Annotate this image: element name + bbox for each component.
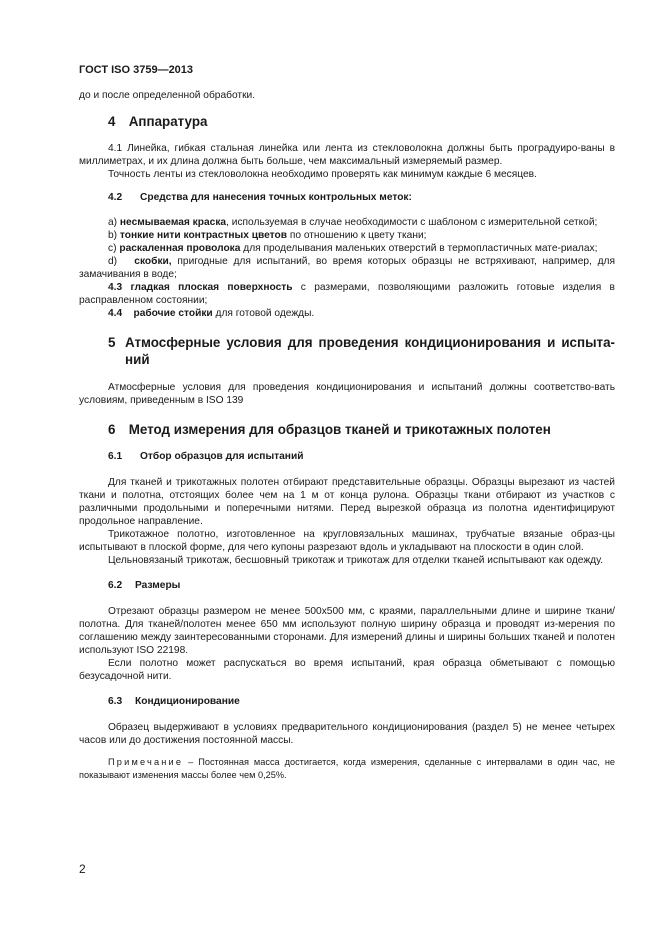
list-item-d [79,255,615,281]
paragraph-6-3: Образец выдерживают в условиях предварительного кондиционирования (раздел 5) не менее четырех часов или до достижения постоянной массы. [79,722,615,746]
list-term: несмываемая краска [119,217,227,228]
subsection-title: Размеры [135,580,181,591]
list-text: для проделывания маленьких отверстий в термопластичных мате-риалах; [240,243,598,254]
item-text: с размерами, позволяющими разложить готовые изделия в расправленном состоянии; [79,282,615,306]
item-4-3 [79,281,615,307]
list-item-a [79,216,615,229]
subsection-6-3-heading [79,695,615,708]
section-number: 6 [108,422,116,437]
document-code-header: ГОСТ ISO 3759—2013 [79,64,194,76]
subsection-title: Отбор образцов для испытаний [140,451,304,462]
paragraph-6-2-b: Если полотно может распускаться во время испытаний, края образца обметывают с помощью безусадочной нити. [79,658,615,682]
list-text: , используемая в случае необходимости с шаблоном с измерительной сеткой; [226,217,598,228]
subsection-6-1-heading [79,450,615,463]
list-term: скобки, [134,256,172,267]
item-4-4 [79,307,615,320]
item-number: 4.3 [108,282,123,293]
note [79,756,615,782]
item-text: для готовой одежды. [212,308,315,319]
subsection-number: 6.3 [108,696,123,707]
subsection-number: 6.2 [108,580,123,591]
page-content [79,89,615,782]
subsection-number: 6.1 [108,451,123,462]
note-text: – Постоянная масса достигается, когда измерения, сделанные с интервалами в один час, не показывают изменения массы более чем 0,25%. [79,757,615,780]
list-marker: с) [108,243,117,254]
list-marker: b) [108,230,118,241]
paragraph-4-1-accuracy: Точность ленты из стекловолокна необходимо проверять как минимум каждые 6 месяцев. [108,169,537,180]
list-item-c [79,242,615,255]
list-text: по отношению к цвету ткани; [286,230,427,241]
section-number: 4 [108,114,116,129]
section-5-heading [79,334,615,368]
paragraph-6-1-c: Цельновязаный трикотаж, бесшовный трикотаж и трикотаж для отделки тканей испытывают как одежду. [108,555,604,566]
list-marker: а) [108,217,118,228]
subsection-number: 4.2 [108,192,123,203]
item-term: гладкая плоская поверхность [130,282,293,293]
subsection-6-2-heading [79,579,615,592]
item-term: рабочие стойки [133,308,213,319]
note-label: Примечание [108,757,184,767]
section-title: Аппаратура [128,114,208,129]
intro-tail-text: до и после определенной обработки. [79,90,256,101]
section-title: Атмосферные условия для проведения кондиционирования и испыта-ний [125,335,615,367]
paragraph-4-1: 4.1 Линейка, гибкая стальная линейка или лента из стекловолокна должны быть проградуиро-ваны в миллиметрах, и их длина должна быть больше, чем максимальный измеряемый размер. [79,143,615,167]
section-number: 5 [108,335,116,350]
list-marker: d) [108,256,118,267]
page-number: 2 [79,862,86,876]
subsection-title: Средства для нанесения точных контрольных меток: [140,192,412,203]
list-term: раскаленная проволока [119,243,241,254]
list-term: тонкие нити контрастных цветов [119,230,287,241]
paragraph-6-1-b: Трикотажное полотно, изготовленное на кругловязальных машинах, трубчатые вязаные образ-цы испытывают в плоской форме, для чего купоны разрезают вдоль и укладывают на плоскости в один слой. [79,529,615,553]
paragraph-6-2-a: Отрезают образцы размером не менее 500х500 мм, с краями, параллельными длине и ширине ткани/полотна. Для тканей/полотен менее 650 мм используют полную ширину образца и проводят из-мерения по соглашению между заинтересованными сторонами. Для измерений длины и ширины больших тканей и полотен используют ISO 22198. [79,606,615,656]
subsection-title: Кондиционирование [135,696,240,707]
section-4-heading [79,113,615,130]
paragraph-6-1-a: Для тканей и трикотажных полотен отбирают представительные образцы. Образцы вырезают из частей ткани и полотна, отстоящих более чем на 1 м от конца рулона. Образцы ткани отбирают из участков с различными продольными и поперечными нитями. Перед вырезкой образца из полотна идентифицируют продольное направление. [79,477,615,527]
section-title: Метод измерения для образцов тканей и трикотажных полотен [128,422,551,437]
item-number: 4.4 [108,308,123,319]
list-text: пригодные для испытаний, во время которых образцы не встряхивают, например, для замачивания в воде; [79,256,615,280]
list-item-b [79,229,615,242]
subsection-4-2-heading [79,191,615,204]
paragraph-5: Атмосферные условия для проведения кондиционирования и испытаний должны соответство-вать условиям, приведенным в ISO 139 [79,382,615,406]
section-6-heading [79,421,615,438]
